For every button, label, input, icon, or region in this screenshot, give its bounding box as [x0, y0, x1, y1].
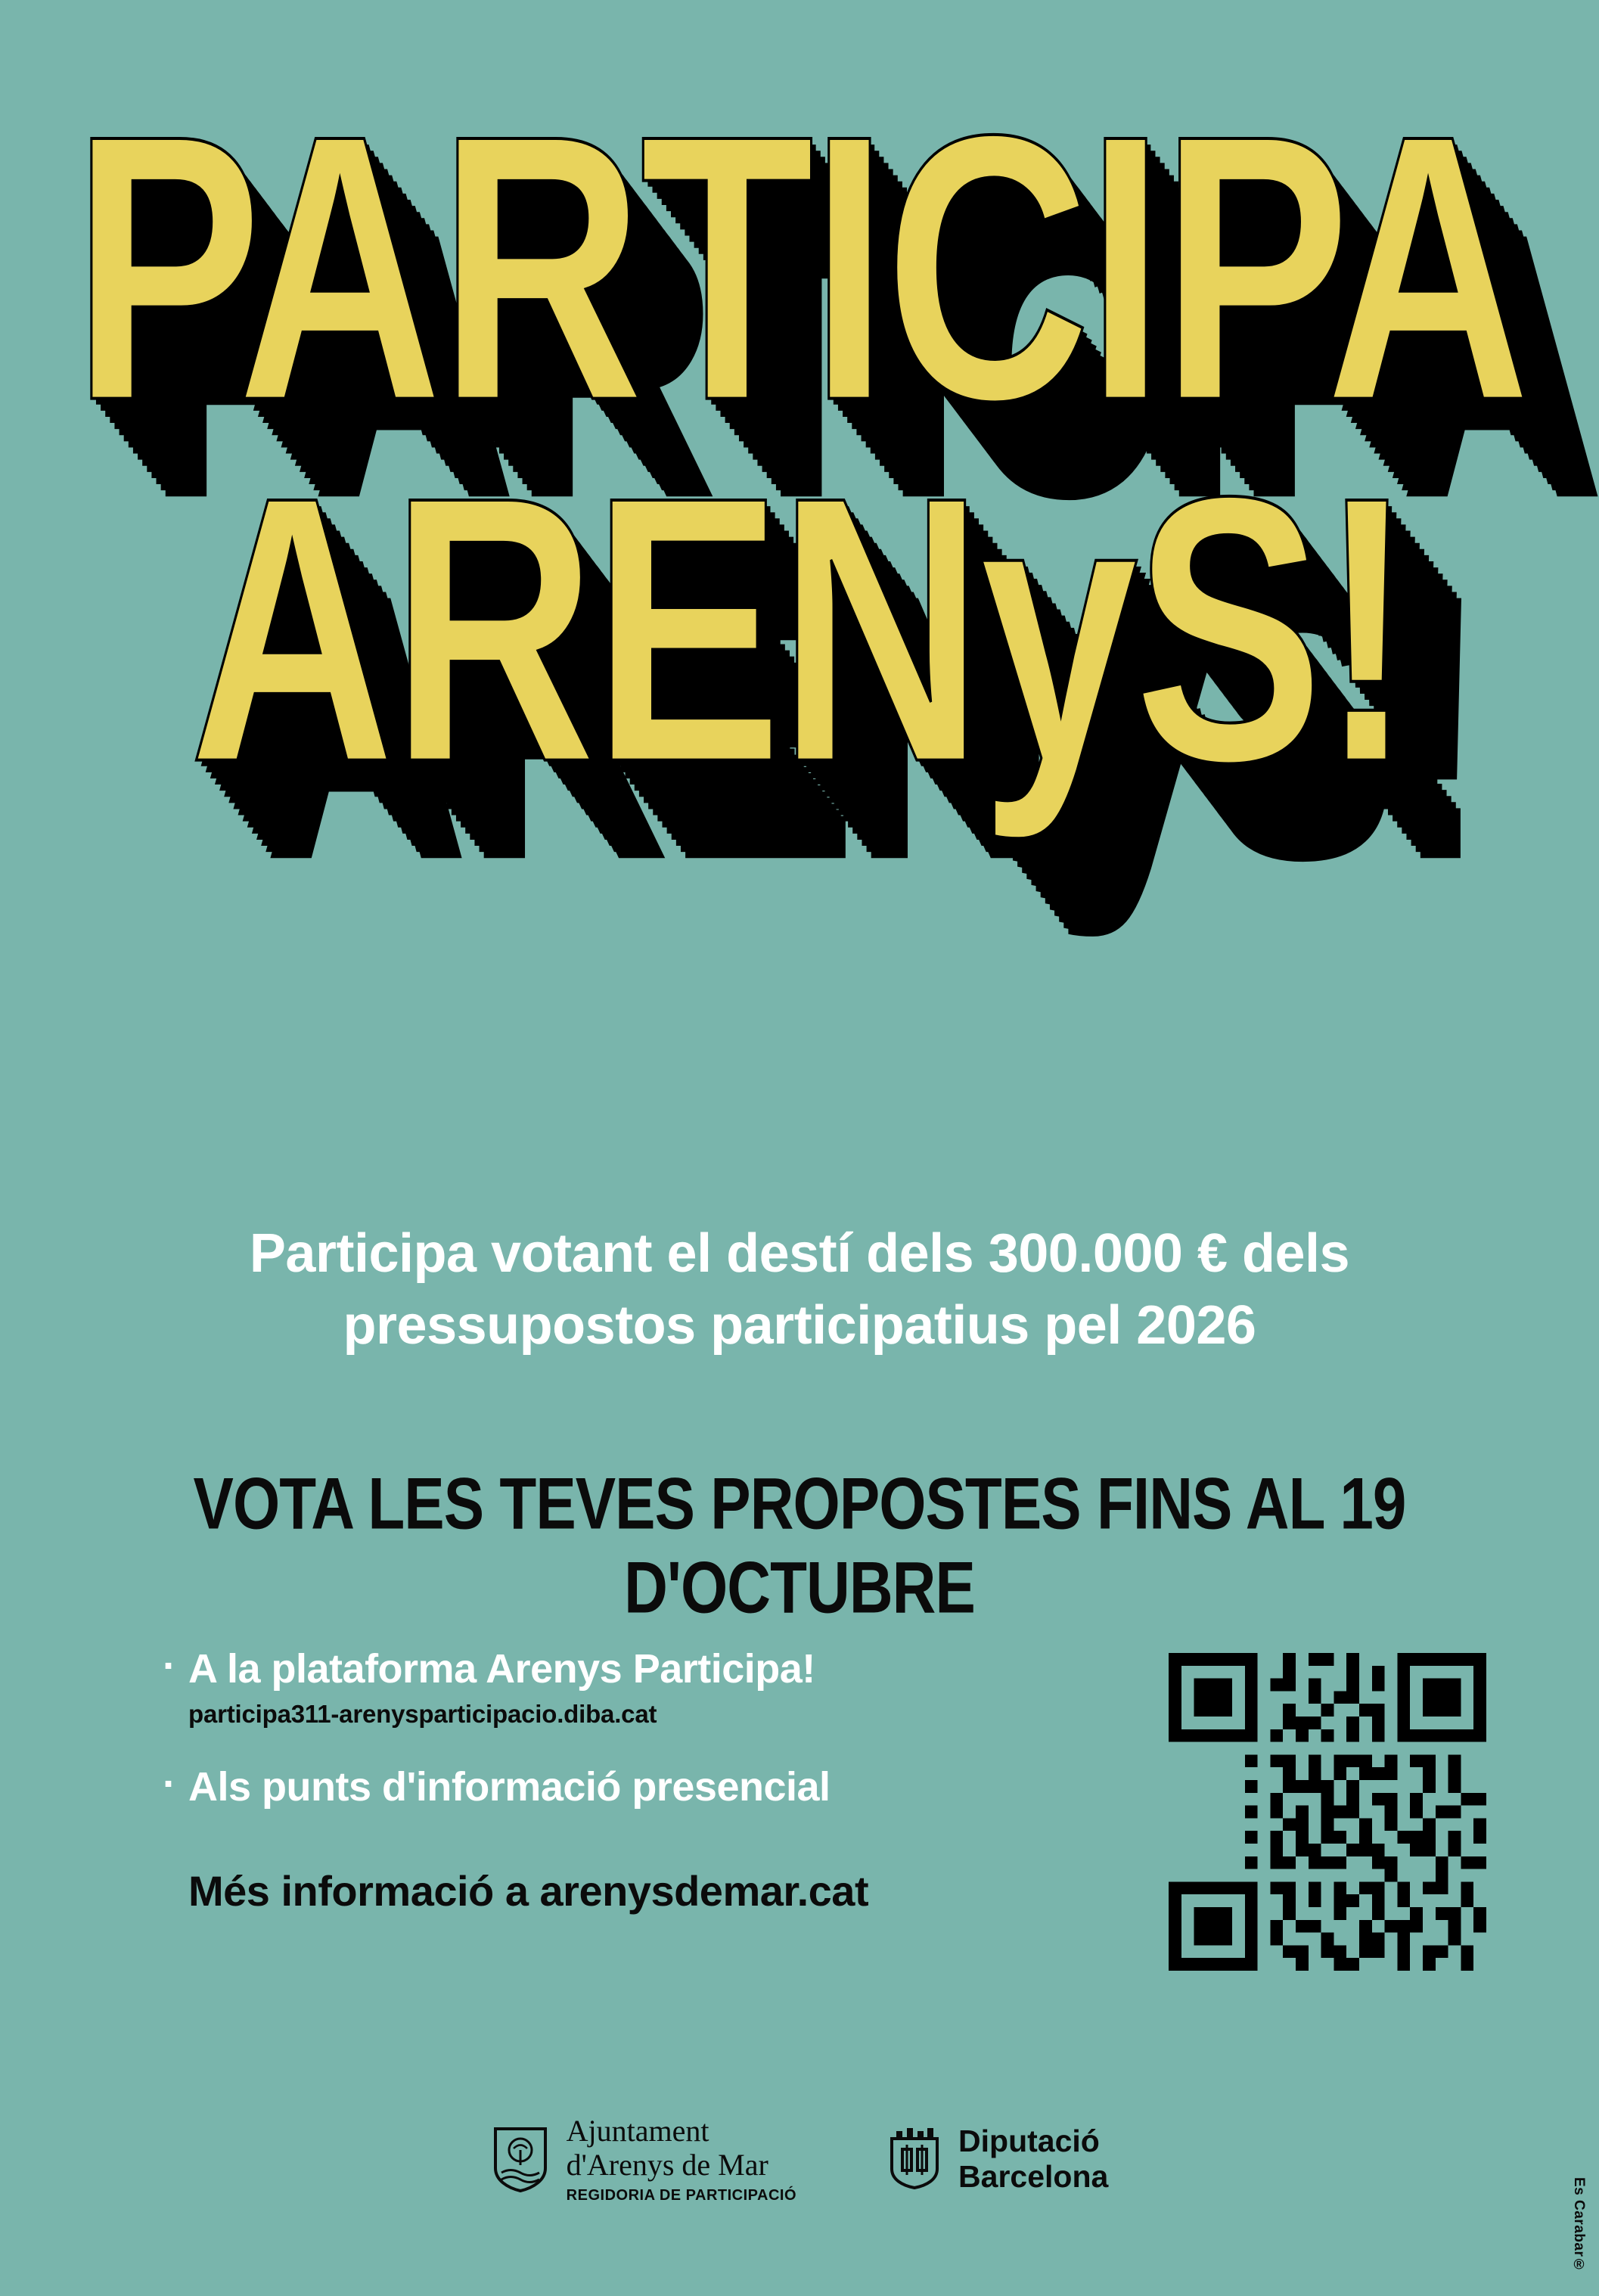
- bullet-dot-icon: ·: [163, 1761, 176, 1807]
- headline-line-1: PARTICIPA: [72, 57, 1527, 480]
- qr-code[interactable]: [1169, 1653, 1486, 1971]
- headline-line-2: ARENyS!: [189, 419, 1410, 841]
- qr-code-icon: [1169, 1653, 1486, 1971]
- diputacio-logo: [887, 2124, 1108, 2195]
- info-column: [163, 1645, 1108, 1915]
- diputacio-line2: Barcelona: [958, 2159, 1109, 2195]
- diputacio-line1: Diputació: [958, 2124, 1100, 2159]
- subtitle: Participa votant el destí dels 300.000 € dels pressupostos participatius pel 2026: [249, 1223, 1350, 1356]
- bullet-label-presencial: Als punts d'informació presencial: [188, 1764, 831, 1810]
- ajuntament-line1: Ajuntament: [566, 2114, 709, 2148]
- platform-url[interactable]: participa311-arenysparticipacio.diba.cat: [188, 1700, 657, 1728]
- designer-credit: Es Carabar®: [1571, 2177, 1587, 2273]
- list-item: [163, 1763, 1108, 1810]
- more-info-line[interactable]: Més informació a arenysdemar.cat: [188, 1867, 869, 1915]
- list-item: [163, 1645, 1108, 1692]
- diputacio-crest-icon: [887, 2128, 942, 2190]
- deadline-banner: VOTA LES TEVES PROPOSTES FINS AL 19 D'OCTUBRE: [193, 1463, 1406, 1629]
- ajuntament-logo: [491, 2114, 796, 2204]
- tree-coat-of-arms-icon: [491, 2126, 550, 2192]
- ajuntament-department: REGIDORIA DE PARTICIPACIÓ: [566, 2186, 797, 2204]
- ajuntament-line2: d'Arenys de Mar: [566, 2147, 768, 2182]
- headline-block: [0, 57, 1599, 841]
- bullet-label-platform: A la plataforma Arenys Participa!: [188, 1646, 815, 1692]
- bullet-dot-icon: ·: [163, 1643, 176, 1689]
- footer-logos: [0, 2114, 1599, 2204]
